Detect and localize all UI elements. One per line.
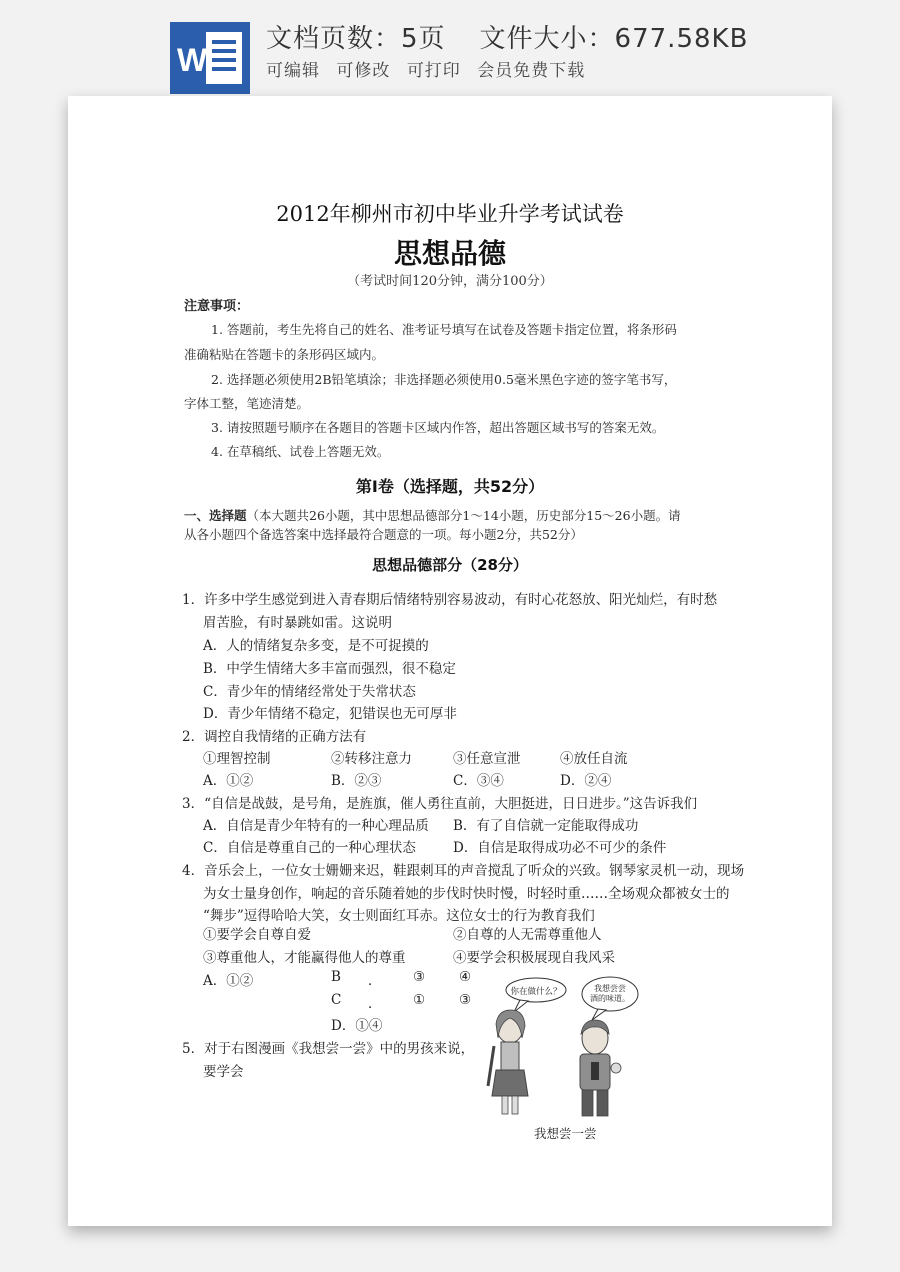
note-4: 4. 在草稿纸、试卷上答题无效。 [211,444,390,459]
file-size: 文件大小：677.58KB [479,24,749,54]
q4-option-b-letter: B [331,969,341,985]
document-page [68,96,832,1226]
svg-text:酒的味道。: 酒的味道。 [590,994,630,1003]
svg-text:你在做什么？: 你在做什么？ [510,987,562,997]
download-banner [0,0,900,100]
q1-stem-cont: 眉苦脸，有时暴跳如雷。这说明 [203,615,392,631]
section1-desc-cont: 从各小题四个备选答案中选择最符合题意的一项。每小题2分，共52分） [184,527,583,542]
girl-figure [488,1010,528,1114]
q4-option-d: D．①④ [331,1018,383,1034]
q4-stem-cont-1: 为女士量身创作，响起的音乐随着她的步伐时快时慢，时轻时重……全场观众都被女士的 [203,886,730,902]
subject-title: 思想品德 [393,237,506,270]
q4-item-1: ①要学会自尊自爱 [203,927,311,943]
q4-option-c-dot: ． [368,996,382,1012]
q5-stem: 5．对于右图漫画《我想尝一尝》中的男孩来说， [182,1041,475,1057]
q4-option-c-letter: C [331,992,342,1008]
svg-text:W: W [177,42,208,78]
q4-option-b-item2: ④ [459,969,472,985]
part1-heading: 第Ⅰ卷（选择题，共52分） [355,477,545,496]
comic-illustration [480,976,640,1121]
word-document-icon [170,22,250,94]
svg-text:我想尝尝: 我想尝尝 [594,984,626,993]
q3-option-a: A．自信是青少年特有的一种心理品质 [203,818,429,834]
q3-option-c: C．自信是尊重自己的一种心理状态 [203,840,416,856]
q1-option-b: B．中学生情绪大多丰富而强烈，很不稳定 [203,661,456,677]
q4-stem-cont-2: “舞步”逗得哈哈大笑，女士则面红耳赤。这位女士的行为教育我们 [203,908,595,924]
subpart-heading: 思想品德部分（28分） [372,556,528,574]
note-1: 1. 答题前，考生先将自己的姓名、准考证号填写在试卷及答题卡指定位置，将条形码 [211,322,677,337]
section1-desc: （本大题共26小题，其中思想品德部分1～14小题，历史部分15～26小题。请 [246,508,681,523]
note-2-cont: 字体工整，笔迹清楚。 [184,396,310,411]
page-count: 文档页数：5页 [266,24,446,54]
q4-item-2: ②自尊的人无需尊重他人 [453,927,602,943]
q2-item-1: ①理智控制 [203,751,271,767]
feature-modifiable: 可修改 [336,61,391,81]
q5-stem-cont: 要学会 [203,1064,244,1080]
q4-option-a: A．①② [203,973,254,989]
note-2: 2. 选择题必须使用2B铅笔填涂；非选择题必须使用0.5毫米黑色字迹的签字笔书写， [211,372,677,387]
q2-item-3: ③任意宣泄 [453,751,521,767]
q4-stem: 4．音乐会上，一位女士姗姗来迟，鞋跟刺耳的声音搅乱了听众的兴致。钢琴家灵机一动，现场 [182,863,745,879]
note-3: 3. 请按照题号顺序在各题目的答题卡区域内作答，超出答题区域书写的答案无效。 [211,420,665,435]
q1-option-a: A．人的情绪复杂多变，是不可捉摸的 [203,638,429,654]
q2-item-4: ④放任自流 [560,751,628,767]
q3-option-d: D．自信是取得成功必不可少的条件 [453,840,667,856]
feature-list [266,56,595,81]
feature-member-download: 会员免费下载 [477,61,586,81]
exam-time-note: （考试时间120分钟，满分100分） [347,274,553,289]
q2-option-a: A．①② [203,773,254,789]
file-info [266,18,748,55]
feature-editable: 可编辑 [266,61,320,81]
q1-option-d: D．青少年情绪不稳定，犯错误也无可厚非 [203,706,457,722]
q4-option-b-item1: ③ [413,969,426,985]
q4-item-3: ③尊重他人，才能赢得他人的尊重 [203,950,406,966]
q4-option-b-dot: ． [368,973,382,989]
q3-option-b: B．有了自信就一定能取得成功 [453,818,639,834]
q3-stem: 3．“自信是战鼓，是号角，是旌旗，催人勇往直前，大胆挺进，日日进步。”这告诉我们 [182,796,698,812]
section1-label: 一、选择题 [184,508,247,523]
q2-option-c: C．③④ [453,773,504,789]
q4-option-c-item1: ① [413,992,426,1008]
note-1-cont: 准确粘贴在答题卡的条形码区域内。 [184,347,385,362]
q4-item-4: ④要学会积极展现自我风采 [453,950,615,966]
q2-item-2: ②转移注意力 [331,751,412,767]
q1-option-c: C．青少年的情绪经常处于失常状态 [203,684,416,700]
q2-option-d: D．②④ [560,773,612,789]
q2-stem: 2．调控自我情绪的正确方法有 [182,729,367,745]
q4-option-c-item2: ③ [459,992,472,1008]
section1-intro [184,506,681,524]
notes-heading: 注意事项： [184,299,250,314]
boy-figure [580,1020,621,1116]
comic-caption: 我想尝一尝 [534,1126,597,1141]
exam-title: 2012年柳州市初中毕业升学考试试卷 [276,202,624,226]
q2-option-b: B．②③ [331,773,382,789]
q1-stem: 1．许多中学生感觉到进入青春期后情绪特别容易波动，有时心花怒放、阳光灿烂，有时愁 [182,592,718,608]
feature-printable: 可打印 [406,61,461,81]
